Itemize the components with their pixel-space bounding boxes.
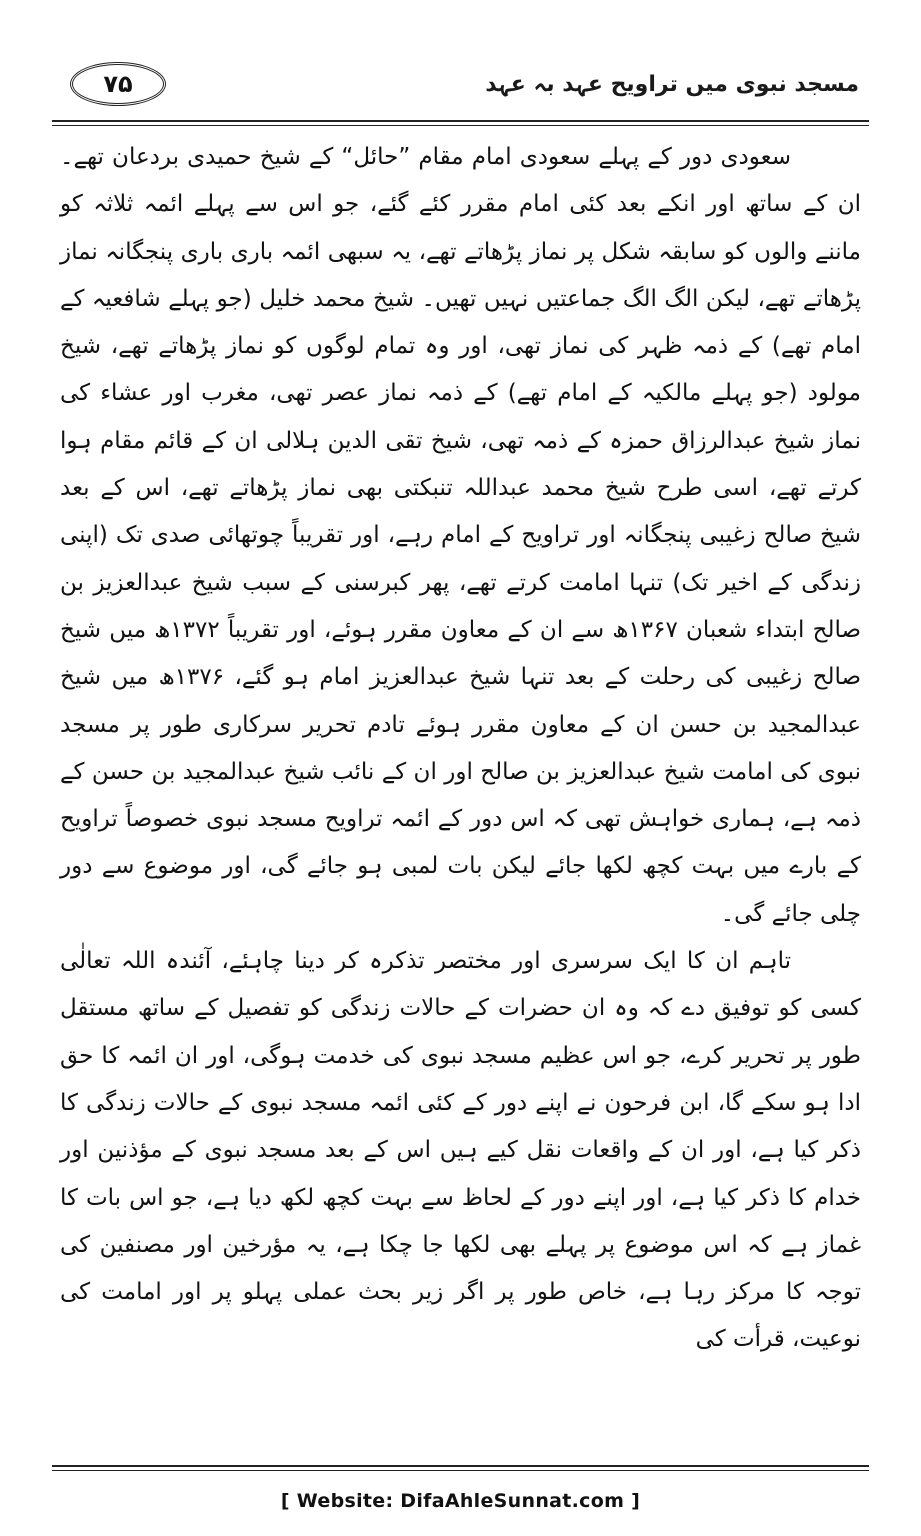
page-number: ۷۵: [103, 70, 133, 98]
main-text: [60, 134, 861, 1364]
paragraph-2: تاہم ان کا ایک سرسری اور مختصر تذکرہ کر دینا چاہئے، آئندہ اللہ تعالٰی کسی کو توفیق دے کہ وہ ان حضرات کے حالات زندگی کو تفصیل کے ساتھ مستقل طور پر تحریر کرے، جو اس عظیم مسجد نبوی کی خدمت ہوگی، اور ان ائمہ کا حق ادا ہو سکے گا، ابن فرحون نے اپنے دور کے کئی ائمہ مسجد نبوی کے حالات زندگی کا ذکر کیا ہے، اور ان کے واقعات نقل کیے ہیں اس کے بعد مسجد نبوی کے مؤذنین اور خدام کا ذکر کیا ہے، اور اپنے دور کے لحاظ سے بہت کچھ لکھ دیا ہے، جو اس بات کا غماز ہے کہ اس موضوع پر پہلے بھی لکھا جا چکا ہے، یہ مؤرخین اور مصنفین کی توجہ کا مرکز رہا ہے، خاص طور پر اگر زیر بحث عملی پہلو پر اور امامت کی نوعیت، قرأت کی: [60, 948, 861, 1353]
paragraph-1: سعودی دور کے پہلے سعودی امام مقام ”حائل“ کے شیخ حمیدی بردعان تھے۔ ان کے ساتھ اور انکے بعد کئی امام مقرر کئے گئے، جو اس سے پہلے ائمہ ثلاثہ کو ماننے والوں کو سابقہ شکل پر نماز پڑھاتے تھے، یہ سبھی ائمہ باری باری پنجگانہ نماز پڑھاتے تھے، لیکن الگ الگ جماعتیں نہیں تھیں۔ شیخ محمد خلیل (جو پہلے شافعیہ کے امام تھے) کے ذمہ ظہر کی نماز تھی، اور وہ تمام لوگوں کو نماز پڑھاتے تھے، شیخ مولود (جو پہلے مالکیہ کے امام تھے) کے ذمہ نماز عصر تھی، مغرب اور عشاء کی نماز شیخ عبدالرزاق حمزہ کے ذمہ تھی، شیخ تقی الدین ہلالی ان کے قائم مقام ہوا کرتے تھے، اسی طرح شیخ محمد عبداللہ تنبکتی بھی نماز پڑھاتے تھے، اس کے بعد شیخ صالح زغیبی پنجگانہ اور تراویح کے امام رہے، اور تقریباً چوتھائی صدی تک (اپنی زندگی کے اخیر تک) تنہا امامت کرتے تھے، پھر کبرسنی کے سبب شیخ عبدالعزیز بن صالح ابتداء شعبان ۱۳۶۷ھ سے ان کے معاون مقرر ہوئے، اور تقریباً ۱۳۷۲ھ میں شیخ صالح زغیبی کی رحلت کے بعد تنہا شیخ عبدالعزیز امام ہو گئے، ۱۳۷۶ھ میں شیخ عبدالمجید بن حسن ان کے معاون مقرر ہوئے تادم تحریر سرکاری طور پر مسجد نبوی کی امامت شیخ عبدالعزیز بن صالح اور ان کے نائب شیخ عبدالمجید بن حسن کے ذمہ ہے، ہماری خواہش تھی کہ اس دور کے ائمہ تراویح مسجد نبوی خصوصاً تراویح کے بارے میں بہت کچھ لکھا جائے لیکن بات لمبی ہو جائے گی، اور موضوع سے دور چلی جائے گی۔: [60, 144, 861, 927]
page-number-badge: [70, 62, 166, 106]
running-title: مسجد نبوی میں تراویح عہد بہ عہد: [485, 72, 859, 97]
footer-divider: [52, 1465, 869, 1471]
header-divider: [52, 120, 869, 126]
page-header: [62, 60, 859, 116]
website-footer: [ Website: DifaAhleSunnat.com ]: [280, 1490, 641, 1512]
